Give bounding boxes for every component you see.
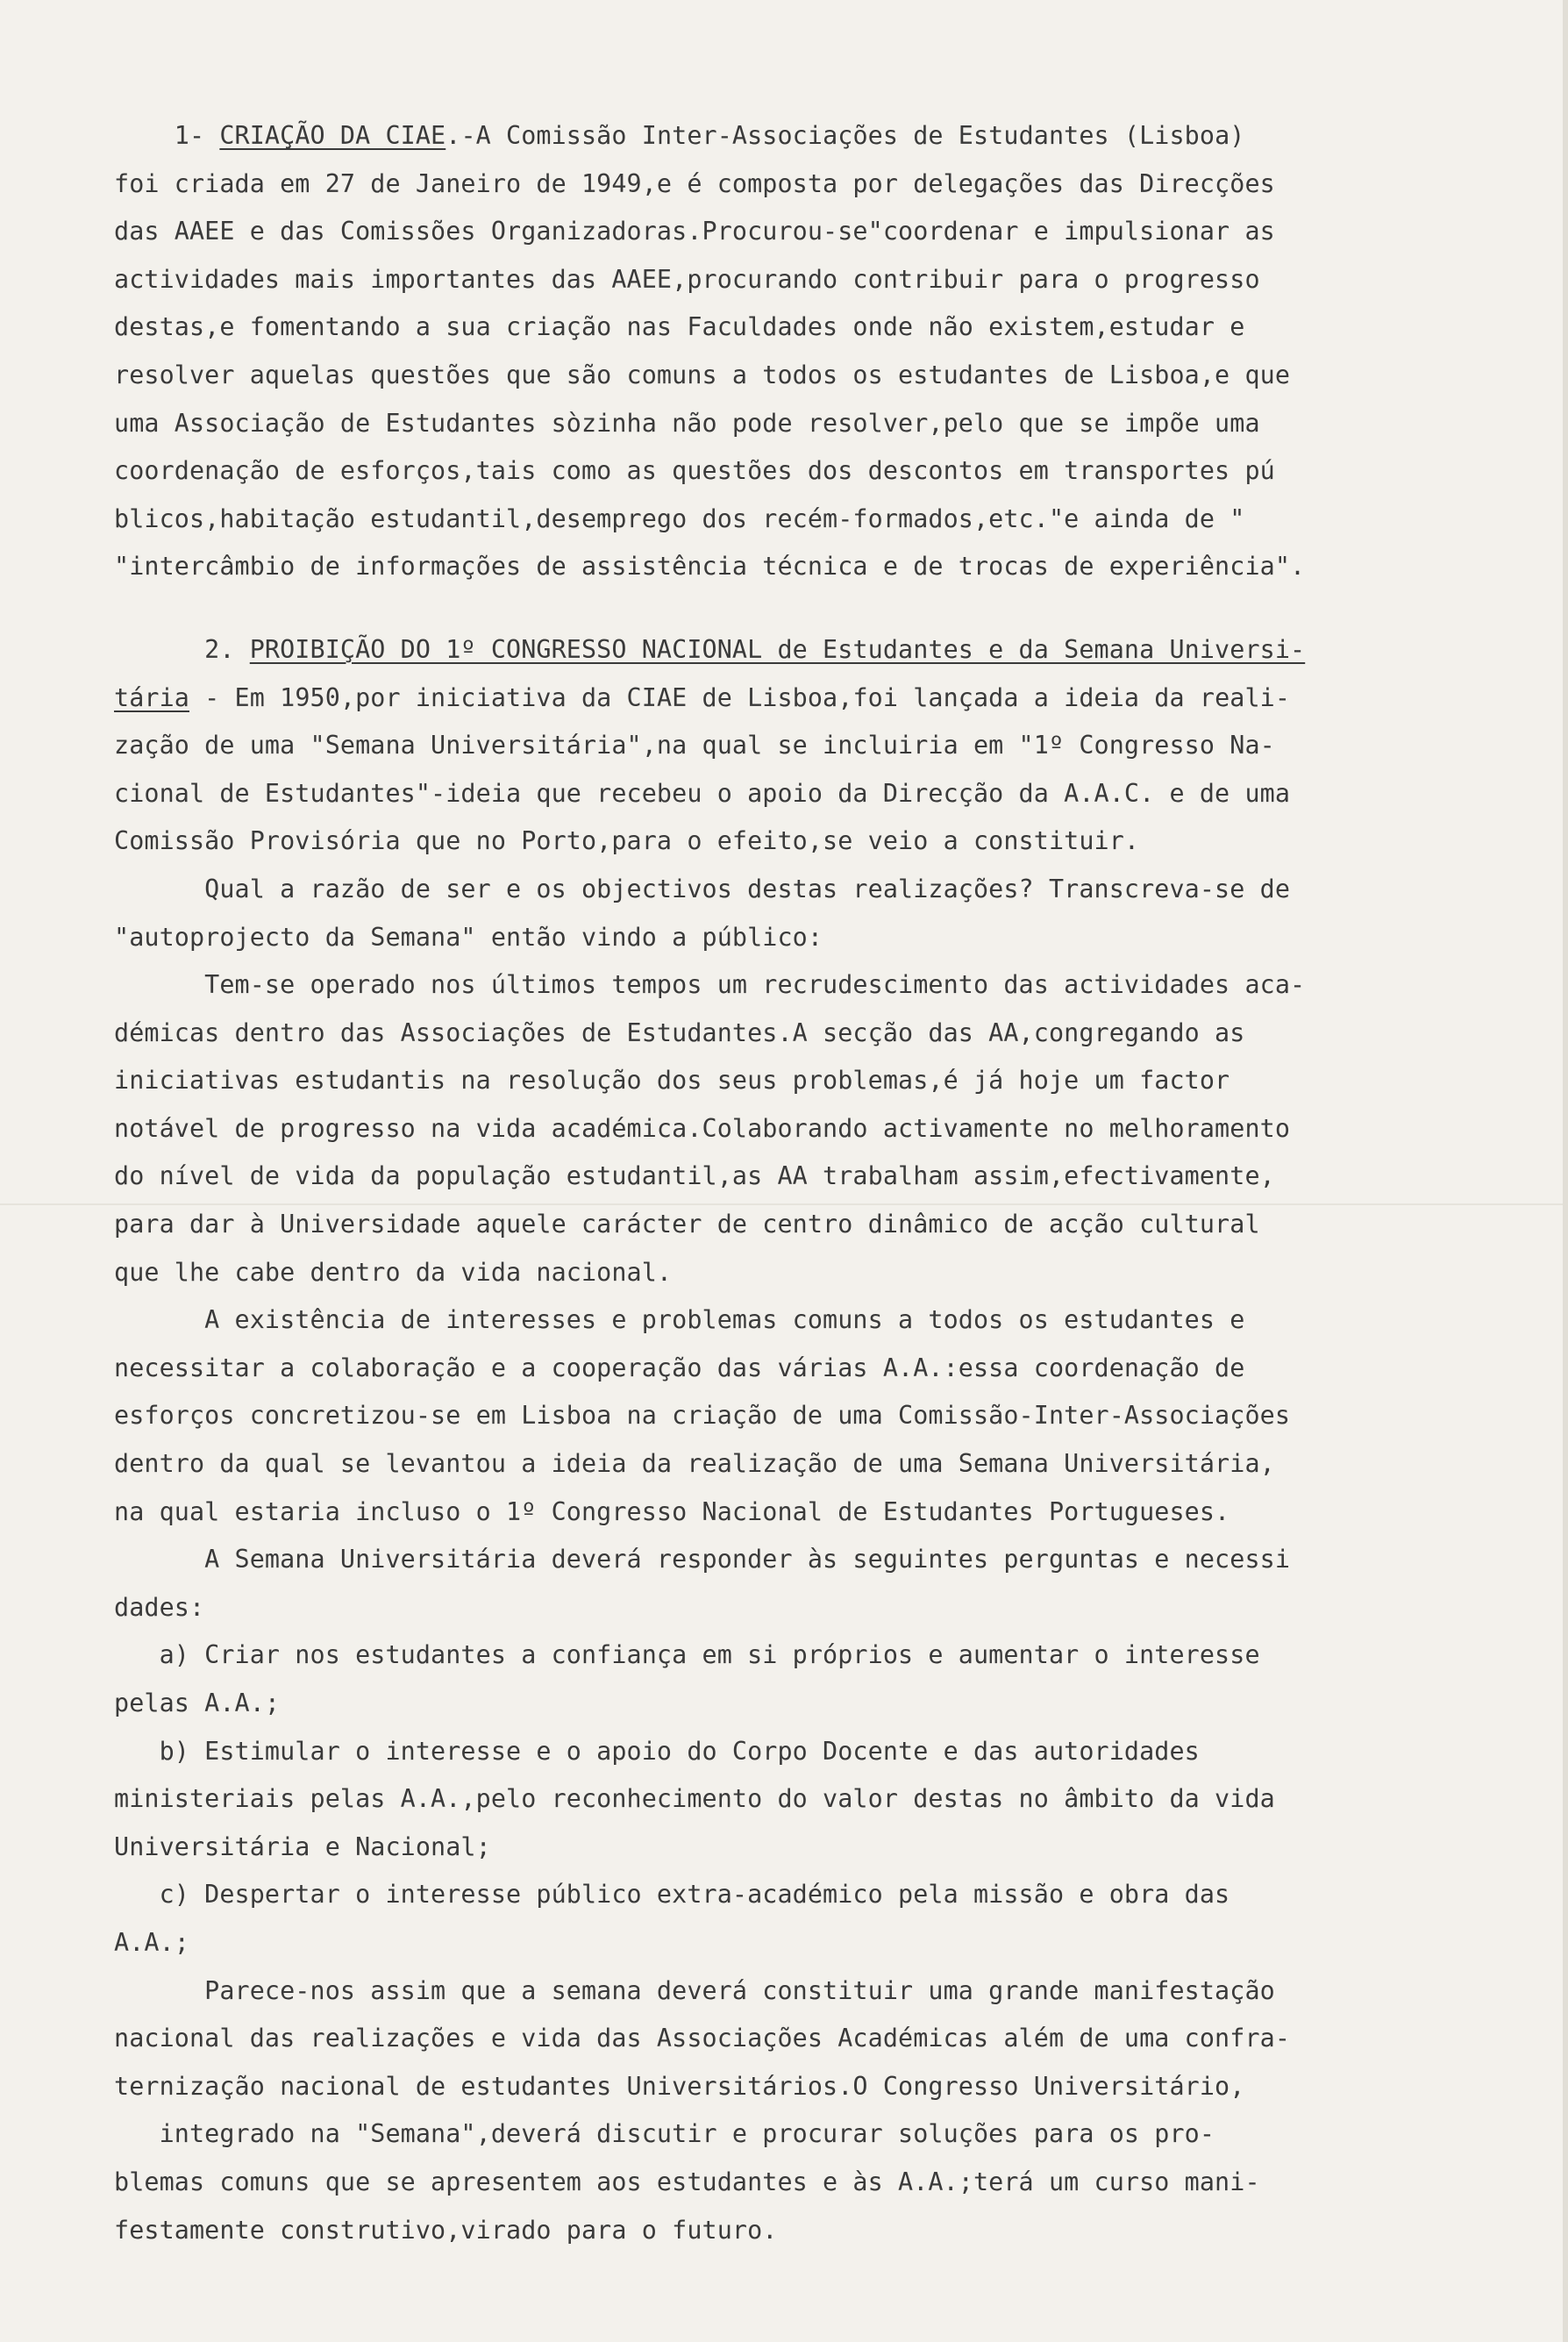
section-2-line: ternização nacional de estudantes Universitários.O Congresso Universitário,	[114, 2071, 1245, 2101]
section-1-line: foi criada em 27 de Janeiro de 1949,e é composta por delegações das Direcções	[114, 168, 1275, 198]
section-2-line: dentro da qual se levantou a ideia da realização de uma Semana Universitária,	[114, 1449, 1275, 1479]
section-2-line: esforços concretizou-se em Lisboa na criação de uma Comissão-Inter-Associações	[114, 1401, 1291, 1431]
section-2-line: para dar à Universidade aquele carácter de centro dinâmico de acção cultural	[114, 1210, 1260, 1239]
section-1-line: das AAEE e das Comissões Organizadoras.Procurou-se"coordenar e impulsionar as	[114, 217, 1275, 246]
section-2-line: iniciativas estudantis na resolução dos seus problemas,é já hoje um factor	[114, 1066, 1230, 1096]
section-2-number: 2.	[204, 634, 250, 664]
section-2-heading-line-2	[114, 675, 1465, 723]
paper-edge	[1563, 0, 1568, 2342]
section-2-line: a) Criar nos estudantes a confiança em si próprios e aumentar o interesse	[114, 1640, 1260, 1670]
section-2-title-continued: tária	[114, 682, 189, 712]
section-1-heading-line	[114, 112, 1465, 161]
section-1-line: coordenação de esforços,tais como as questões dos descontos em transportes pú	[114, 456, 1275, 486]
section-2-line: ministeriais pelas A.A.,pelo reconhecimento do valor destas no âmbito da vida	[114, 1784, 1275, 1814]
section-1-line: actividades mais importantes das AAEE,procurando contribuir para o progresso	[114, 264, 1260, 294]
section-2-line: Comissão Provisória que no Porto,para o efeito,se veio a constituir.	[114, 826, 1140, 856]
section-2-line-rest: - Em 1950,por iniciativa da CIAE de Lisboa,foi lançada a ideia da reali-	[189, 682, 1291, 712]
section-2-line: A existência de interesses e problemas comuns a todos os estudantes e	[114, 1305, 1245, 1335]
section-2-line: Parece-nos assim que a semana deverá constituir uma grande manifestação	[114, 1975, 1275, 2005]
section-2-line: pelas A.A.;	[114, 1689, 281, 1717]
section-2-line: zação de uma "Semana Universitária",na qual se incluiria em "1º Congresso Na-	[114, 731, 1275, 760]
section-1-line: resolver aquelas questões que são comuns a todos os estudantes de Lisboa,e que	[114, 360, 1291, 389]
section-1-line: uma Associação de Estudantes sòzinha não pode resolver,pelo que se impõe uma	[114, 408, 1260, 438]
section-1-line: "intercâmbio de informações de assistência técnica e de trocas de experiência".	[114, 552, 1306, 582]
section-2-line: necessitar a colaboração e a cooperação das várias A.A.:essa coordenação de	[114, 1353, 1245, 1382]
section-2-line: blemas comuns que se apresentem aos estudantes e às A.A.;terá um curso mani-	[114, 2167, 1260, 2196]
section-1-number: 1-	[174, 121, 220, 150]
section-2-line: démicas dentro das Associações de Estudantes.A secção das AA,congregando as	[114, 1017, 1245, 1047]
section-2-line: que lhe cabe dentro da vida nacional.	[114, 1257, 673, 1287]
section-2-line: do nível de vida da população estudantil,as AA trabalham assim,efectivamente,	[114, 1161, 1275, 1191]
section-2-line: A.A.;	[114, 1927, 189, 1957]
section-1-line: blicos,habitação estudantil,desemprego dos recém-formados,etc."e ainda de "	[114, 503, 1245, 533]
section-2-line: A Semana Universitária deverá responder às seguintes perguntas e necessi	[114, 1545, 1291, 1574]
section-2-line: nacional das realizações e vida das Associações Académicas além de uma confra-	[114, 2024, 1291, 2053]
section-gap	[114, 591, 1465, 626]
section-2-heading-line	[114, 626, 1465, 675]
section-2-line: na qual estaria incluso o 1º Congresso Nacional de Estudantes Portugueses.	[114, 1496, 1230, 1526]
section-2-line: b) Estimular o interesse e o apoio do Corpo Docente e das autoridades	[114, 1736, 1200, 1766]
section-2-title: PROIBIÇÃO DO 1º CONGRESSO NACIONAL de Estudantes e da Semana Universi-	[249, 634, 1306, 664]
document-body	[114, 112, 1465, 2254]
section-2-line: notável de progresso na vida académica.Colaborando activamente no melhoramento	[114, 1113, 1291, 1143]
section-2-line: integrado na "Semana",deverá discutir e procurar soluções para os pro-	[114, 2119, 1215, 2149]
section-1-line: destas,e fomentando a sua criação nas Faculdades onde não existem,estudar e	[114, 312, 1245, 342]
section-2-line: festamente construtivo,virado para o futuro.	[114, 2215, 778, 2245]
section-1-line-0: .-A Comissão Inter-Associações de Estudantes (Lisboa)	[445, 121, 1245, 150]
section-2-line: cional de Estudantes"-ideia que recebeu o apoio da Direcção da A.A.C. e de uma	[114, 778, 1291, 808]
section-2-line: Tem-se operado nos últimos tempos um recrudescimento das actividades aca-	[114, 970, 1306, 1000]
section-1-title: CRIAÇÃO DA CIAE	[219, 121, 446, 150]
section-2-line: "autoprojecto da Semana" então vindo a público:	[114, 922, 823, 952]
section-2-line: Qual a razão de ser e os objectivos destas realizações? Transcreva-se de	[114, 874, 1291, 903]
section-2-line: c) Despertar o interesse público extra-académico pela missão e obra das	[114, 1880, 1230, 1910]
section-2-line: dades:	[114, 1592, 205, 1622]
section-2-line: Universitária e Nacional;	[114, 1831, 491, 1861]
